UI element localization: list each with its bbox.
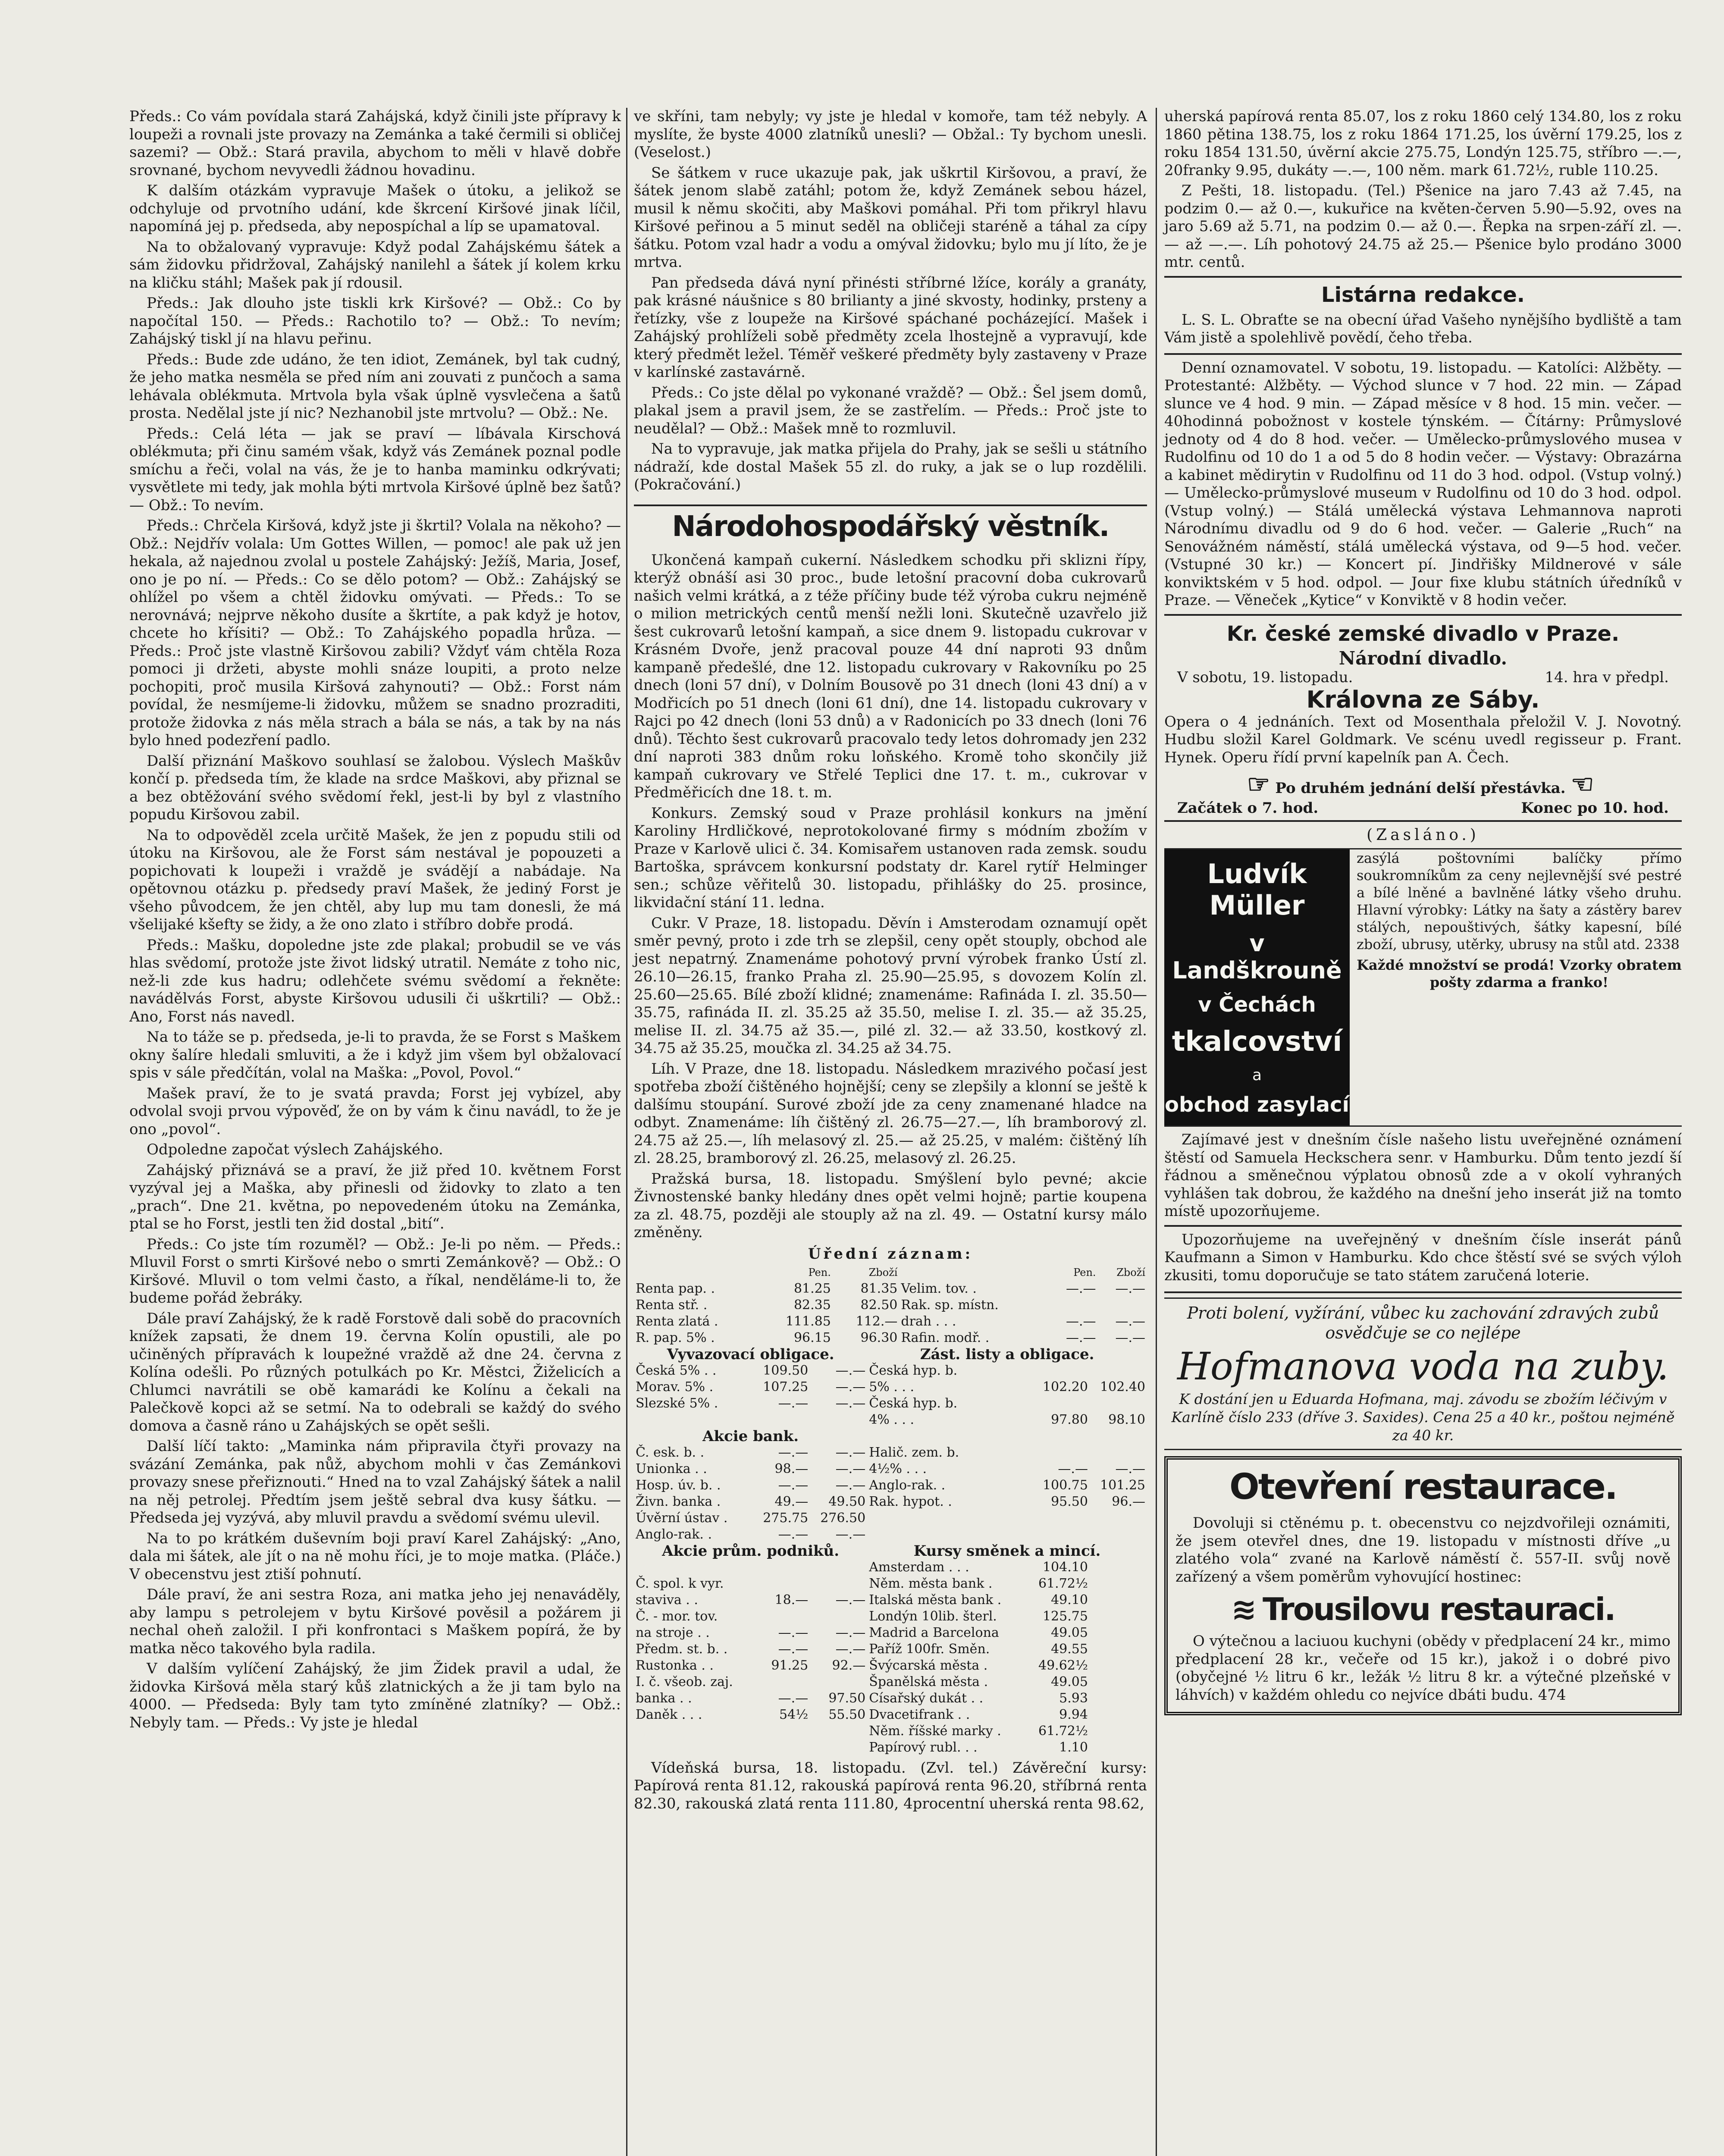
- table-title: Akcie bank.: [702, 1427, 799, 1445]
- hofman-intro: Proti bolení, vyžírání, vůbec ku zachování zdravých zubů osvědčuje se co nejlépe: [1187, 1304, 1659, 1342]
- hofman-ad: [1164, 1297, 1682, 1450]
- table-cell: 97.80: [1051, 1412, 1088, 1427]
- table-cell: [1090, 1739, 1147, 1756]
- table-cell: Švýcarská města .: [869, 1658, 988, 1673]
- table-cell: [1090, 1674, 1147, 1690]
- table-cell: Úvěrní ústav .: [636, 1510, 728, 1526]
- article-paragraph: Se šátkem v ruce ukazuje pak, jak uškrtil Kiršovou, a praví, že šátek jenom slabě zatáhl; potom že, když Zemánek sebou házel, musil k němu skočiti, aby Maškovi pomáhal. Při tom přikryl hlavu Kiršové peřinou a 5 minut seděl na obličeji staréně a táhal za cípy šátku. Potom vzal hadr a vodu a omýval židovku; bylo mu jí líto, že je mrtva.: [634, 164, 1147, 271]
- table-cell: 101.25: [1100, 1477, 1145, 1493]
- table-cell: 81.35: [860, 1281, 898, 1296]
- table-cell: 95.50: [1051, 1494, 1088, 1509]
- table-cell: —.—: [1066, 1281, 1096, 1296]
- play-note: Po druhém jednání delší přestávka.: [1275, 780, 1566, 797]
- table-cell: —.—: [1066, 1313, 1096, 1329]
- table-header: Pen.: [808, 1266, 831, 1279]
- table-cell: [1090, 1363, 1147, 1379]
- table-cell: Rustonka . .: [636, 1658, 714, 1673]
- table-cell: [810, 1739, 867, 1756]
- table-cell: 4½% . . .: [869, 1461, 927, 1476]
- table-cell: 49.05: [1051, 1674, 1088, 1689]
- play-start: Začátek o 7. hod.: [1177, 799, 1319, 817]
- article-paragraph: Konkurs. Zemský soud v Praze prohlásil konkurs na jmění Karoliny Hrdličkové, neprotokolované firmy s módním zbožím v Praze v Karlově ulici č. 34. Komisařem ustanoven rada zemsk. soudu Bartoška, správcem konkursní podstaty dr. Karel rytíř Helminger sen.; schůze věřitelů 30. listopadu, přihlášky do 25. prosince, likvidační stání 11. ledna.: [634, 804, 1147, 911]
- muller-business: obchod zasylací: [1165, 1092, 1349, 1117]
- article-paragraph: Na to vypravuje, jak matka přijela do Prahy, jak se sešli u státního nádraží, kde dostal Mašek 55 zl. do ruky, a jak se o lup rozdělili. (Pokračování.): [634, 440, 1147, 493]
- table-row: [634, 1707, 1147, 1723]
- vienna-bourse: Vídeňská bursa, 18. listopadu. (Zvl. tel.) Závěreční kursy: Papírová renta 81.12, rakouská papírová renta 96.20, stříbrná renta 82.30, rakouská zlatá renta 111.80, 4procentní uherská renta 98.62,: [634, 1759, 1147, 1812]
- table-cell: [1090, 1608, 1147, 1625]
- play-title: Královna ze Sáby.: [1306, 686, 1540, 713]
- table-cell: [810, 1576, 867, 1592]
- table-cell: Papírový rubl. . .: [869, 1739, 978, 1755]
- table-cell: na stroje . .: [636, 1625, 710, 1640]
- article-paragraph: Předs.: Jak dlouho jste tiskli krk Kiršové? — Obž.: Co by napočítal 150. — Předs.: Rachotilo to? — Obž.: To nevím; Zahájský tiskl jí na hlavu peřinu.: [129, 295, 621, 348]
- table-cell: [810, 1412, 867, 1428]
- column-middle: [634, 108, 1147, 2156]
- pest-market: Z Pešti, 18. listopadu. (Tel.) Pšenice na jaro 7.43 až 7.45, na podzim 0.— až 0.—, kukuřice na květen-červen 5.90—5.92, oves na jaro 5.69 až 5.71, na podzim 0.— až 0.—. Řepka na srpen-září zl. —.— až —.—. Líh pohotový 24.75 až 25.— Pšenice bylo prodáno 3000 mtr. centů.: [1164, 182, 1682, 271]
- table-cell: [752, 1576, 810, 1592]
- table-cell: Česká hyp. b.: [869, 1363, 958, 1378]
- column-right: [1164, 108, 1682, 2156]
- table-cell: banka . .: [636, 1690, 692, 1706]
- article-paragraph: ve skříni, tam nebyly; vy jste je hledal v komoře, tam též nebyly. A myslíte, že byste 4000 zlatníků unesli? — Obžal.: Ty bychom unesli. (Veselost.): [634, 108, 1147, 161]
- table-cell: 18.—: [774, 1592, 809, 1608]
- table-cell: Londýn 10lib. šterl.: [869, 1608, 997, 1624]
- table-row: [634, 1445, 1147, 1461]
- notice-heckscher: Zajímavé jest v dnešním čísle našeho listu uveřejněné oznámení štěstí od Samuela Heckschera senr. v Hamburku. Dům tento jezdí ší řádnou a směnečnou výplatou obnosů zde a v okolí vyhraných vyhlášen tak dobrou, že každého na dnešní jeho inserát již na tomto místě upozorňujeme.: [1164, 1131, 1682, 1220]
- table-cell: Velim. tov. .: [901, 1281, 977, 1296]
- table-cell: —.—: [1066, 1330, 1096, 1345]
- table-cell: Renta stř. .: [636, 1297, 708, 1313]
- table-row: [634, 1592, 1147, 1608]
- table-cell: —.—: [778, 1690, 809, 1706]
- table-cell: Něm. města bank .: [869, 1576, 993, 1591]
- table-cell: 96.15: [793, 1330, 831, 1345]
- trial-continuation: [634, 108, 1147, 494]
- table-cell: 96.—: [1112, 1494, 1145, 1509]
- article-paragraph: Dále praví Zahájský, že k radě Forstově dali sobě do pracovních knížek zapsati, že dnem 19. června Kolín opustili, ale po učiněných přípravách k loupežné vraždě až dne 24. června z Kolína odešli. Po různých potulkách po Kr. Městci, Žiželicích a Chlumci navrátili se obě kamarádi ke Kolínu a čekali na Palečkově kopci až se setmí. Na to odebrali se každý do svého domova a časně ráno u Zahájských se opět sešli.: [129, 1310, 621, 1435]
- stock-table-1: [634, 1264, 1147, 1346]
- table-cell: Renta pap. .: [636, 1281, 715, 1296]
- table-header: Zboží: [868, 1266, 898, 1279]
- article-paragraph: Na to obžalovaný vypravuje: Když podal Zahájskému šátek a sám židovku přidržoval, Zahájský nanilehl a šátek jí kolem krku na kličku stáhl; Mašek pak jí rdousil.: [129, 238, 621, 291]
- theatre-subtitle: Národní divadlo.: [1338, 647, 1508, 669]
- table-row: [634, 1297, 1147, 1313]
- table-cell: 61.72½: [1038, 1723, 1088, 1739]
- theatre-listing: [1164, 614, 1682, 822]
- table-row: [634, 1281, 1147, 1297]
- table-cell: 96.30: [860, 1330, 898, 1345]
- article-paragraph: Na to po krátkém duševním boji praví Karel Zahájský: „Ano, dala mi šátek, ale jít o na ně mohu říci, je to moje matka. (Pláče.) V obecenstvu jest ztiší pohnutí.: [129, 1529, 621, 1583]
- table-row: [634, 1461, 1147, 1477]
- table-cell: Něm. říšské marky .: [869, 1723, 1001, 1739]
- table-cell: [1027, 1510, 1090, 1526]
- table-cell: Slezské 5% .: [636, 1395, 718, 1411]
- article-paragraph: Cukr. V Praze, 18. listopadu. Děvín i Amsterodam oznamují opět směr pevný, proto i zde trh se zlepšil, ceny opět stouply, obchod ale jest nepatrný. Znamenáme pohotový první výrobek franko Ústí zl. 26.10—26.15, franko Praha zl. 25.90—25.95, s dovozem Kolín zl. 25.60—25.65. Bílé zboží klidné; znamenáme: Rafináda I. zl. 35.50—35.75, rafináda II. zl. 35.25 až 35.50, melise I. zl. 35.— až 35.25, melise II. zl. 34.75 až 35.—, pilé zl. 32.— až 33.50, kostkový zl. 34.75 až 35.25, moučka zl. 34.25 až 34.75.: [634, 914, 1147, 1057]
- table-row: [634, 1477, 1147, 1494]
- table-cell: 49.55: [1051, 1641, 1088, 1657]
- table-cell: Č. spol. k vyr.: [636, 1576, 724, 1591]
- table-cell: [1027, 1363, 1090, 1379]
- article-paragraph: K dalším otázkám vypravuje Mašek o útoku, a jelikož se odchyluje od prvotního udání, kde škrcení Kiršové jinak líčil, napomíná jej p. předseda, aby nepospíchal a líp se upamatoval.: [129, 182, 621, 235]
- table-cell: [634, 1723, 752, 1739]
- official-record-title: Úřední záznam:: [808, 1245, 973, 1263]
- article-paragraph: Předs.: Co jste dělal po vykonané vraždě? — Obž.: Šel jsem domů, plakal jsem a pravil jsem, že se zastřelím. — Předs.: Proč jste to neudělal? — Obž.: Mašek mně to rozmluvil.: [634, 384, 1147, 437]
- table-cell: Halič. zem. b.: [869, 1445, 959, 1460]
- table-cell: 97.50: [828, 1690, 866, 1706]
- table-row: [634, 1330, 1147, 1346]
- table-cell: [752, 1412, 810, 1428]
- muller-ad: [1164, 848, 1682, 1127]
- table-cell: 109.50: [763, 1363, 809, 1378]
- table-cell: [1090, 1641, 1147, 1658]
- table-row: [634, 1526, 1147, 1543]
- table-cell: Č. esk. b. .: [636, 1445, 705, 1460]
- table-cell: —.—: [835, 1395, 866, 1411]
- article-paragraph: Odpoledne započat výslech Zahájského.: [147, 1141, 443, 1158]
- table-row: [634, 1363, 1147, 1379]
- table-cell: [1090, 1445, 1147, 1461]
- table-cell: 92.—: [832, 1658, 866, 1673]
- table-cell: R. pap. 5% .: [636, 1330, 715, 1345]
- table-cell: [634, 1739, 752, 1756]
- table-cell: Rak. sp. místn.: [901, 1297, 999, 1313]
- article-paragraph: Předs.: Co vám povídala stará Zahájská, když činili jste přípravy k loupeži a rovnali jste provazy na Zemánka a také čermili si obličej sazemi? — Obž.: Stará pravila, abychom to měli v hlavě dobře srovnané, bychom nevyvedli žádnou hovadinu.: [129, 108, 621, 179]
- restaurant-ad-text: Dovoluji si ctěnému p. t. obecenstvu co nejzdvořileji oznámiti, že jsem otevřel dnes, dne 19. listopadu v místnosti dříve „u zlatého vola“ zvané na Karlově náměstí č. 557-II. svůj nově zařízený a všem poměrům vyhovující hostinec:: [1175, 1514, 1671, 1586]
- table-row: [634, 1674, 1147, 1690]
- table-cell: Morav. 5% .: [636, 1379, 714, 1395]
- muller-text: zasýlá poštovními balíčky přímo soukromníkům za ceny nejlevnější své pestré a bílé lněné a bavlněné látky všeho druhu. Hlavní výrobky: Látky na šaty a zástěry barev stálých, nepouštivých, šátky kapesní, bílé zboží, ubrusy, utěrky, ubrusy na stůl atd. 2338: [1357, 850, 1682, 953]
- muller-trade: tkalcovství: [1172, 1025, 1342, 1058]
- table-row: [634, 1576, 1147, 1592]
- table-cell: Amsterdam . . .: [869, 1559, 969, 1575]
- table-cell: [1090, 1395, 1147, 1412]
- article-paragraph: Další líčí takto: „Maminka nám připravila čtyři provazy na svázání Zemánka, pak nůž, abychom mohli v čas Zemánkovi provazy snese přeřiznouti.“ Hned na to vzal Zahájský šátek a nalil na něj petrolej. Předtím jsem ještě sebral dva kusy šátku. — Předseda jej vyzývá, aby mluvil pravdu a svědomí svému ulevil.: [129, 1438, 621, 1526]
- table-cell: Daněk . . .: [636, 1707, 702, 1722]
- table-cell: [752, 1559, 810, 1576]
- table-row: [634, 1625, 1147, 1641]
- table-cell: 98.10: [1108, 1412, 1145, 1427]
- table-cell: I. č. všeob. zaj.: [636, 1674, 733, 1689]
- table-header: Pen.: [1073, 1266, 1096, 1279]
- hofman-details: K dostání jen u Eduarda Hofmana, maj. závodu se zbožím léčivým v Karlíně číslo 233 (dříve 3. Saxides). Cena 25 a 40 kr., poštou nejméně za 40 kr.: [1171, 1391, 1675, 1444]
- article-paragraph: Mašek praví, že to je svatá pravda; Forst jej vybízel, aby odvolal svoji prvou výpověď, že on by vám k činu navádl, to že je ono „povol“.: [129, 1084, 621, 1138]
- table-row: [634, 1510, 1147, 1526]
- table-cell: [1090, 1510, 1147, 1526]
- table-cell: 112.—: [856, 1313, 898, 1329]
- table-cell: [1027, 1526, 1090, 1543]
- table-cell: Španělská města .: [869, 1674, 988, 1689]
- table-cell: —.—: [835, 1477, 866, 1493]
- table-cell: [1090, 1559, 1147, 1576]
- muller-name: Ludvík Müller: [1207, 858, 1307, 921]
- table-cell: [752, 1674, 810, 1690]
- theatre-title: Kr. české zemské divadlo v Praze.: [1226, 621, 1620, 646]
- table-cell: [810, 1674, 867, 1690]
- stock-table-2: [634, 1346, 1147, 1756]
- table-cell: [634, 1412, 752, 1428]
- muller-town: v Landškrouně: [1172, 930, 1342, 984]
- muller-slogan: Každé množství se prodá! Vzorky obratem pošty zdarma a franko!: [1357, 957, 1682, 990]
- restaurant-ad: [1164, 1456, 1682, 1715]
- table-cell: Předm. st. b. .: [636, 1641, 728, 1657]
- table-cell: —.—: [835, 1625, 866, 1640]
- table-row: [634, 1494, 1147, 1510]
- restaurant-name: Trousilovu restauraci.: [1263, 1591, 1615, 1627]
- article-paragraph: Předs.: Bude zde udáno, že ten idiot, Zemánek, byl tak cudný, že jeho matka nesměla se před ním ani zouvati z punčoch a sama lehávala oblékmuta. Mrtvola byla však úplně vysvlečena a šatů prosta. Nedělal jste jí nic? Nezhanobil jste mrtvolu? — Obž.: Ne.: [129, 351, 621, 422]
- table-cell: 49.50: [828, 1494, 866, 1509]
- theatre-number: 14. hra v předpl.: [1545, 668, 1669, 686]
- table-cell: Paříž 100fr. Směn.: [869, 1641, 990, 1657]
- hofman-title: Hofmanova voda na zuby.: [1177, 1344, 1669, 1388]
- table-cell: [810, 1559, 867, 1576]
- table-cell: [752, 1608, 810, 1625]
- table-cell: 1.10: [1059, 1739, 1088, 1755]
- table-cell: [810, 1608, 867, 1625]
- table-cell: [1027, 1395, 1090, 1412]
- table-cell: [1048, 1297, 1097, 1313]
- table-cell: [1090, 1592, 1147, 1608]
- table-cell: 98.—: [774, 1461, 809, 1476]
- muller-and: a: [1252, 1066, 1262, 1084]
- table-cell: —.—: [778, 1526, 809, 1542]
- table-cell: Dvacetifrank . .: [869, 1707, 970, 1722]
- table-row: [634, 1690, 1147, 1707]
- restaurant-ad-title: Otevření restaurace.: [1229, 1467, 1617, 1507]
- article-paragraph: Na to odpověděl zcela určitě Mašek, že jen z popudu stili od útoku na Kiršovou, ale že Forst sám nestával je popouzeti a popichovati k loupeži i vraždě je svádějí a nabádaje. Na opětovnou otázku p. předsedy praví Mašek, že jediný Forst je všeho původcem, že jen chtěl, aby lup mu tam donesli, že má všelijaké kšefty se židy, a že ono zlato i stříbro dobře prodá.: [129, 826, 621, 933]
- table-cell: 82.35: [793, 1297, 831, 1313]
- table-cell: —.—: [778, 1477, 809, 1493]
- table-cell: [1098, 1297, 1147, 1313]
- table-cell: 81.25: [793, 1281, 831, 1296]
- table-cell: 82.50: [860, 1297, 898, 1313]
- table-cell: [810, 1723, 867, 1739]
- column-rule: [1156, 108, 1157, 2156]
- bourse-continuation: uherská papírová renta 85.07, los z roku 1860 celý 134.80, los z roku 1860 pětina 138.75, los z roku 1864 171.25, los úvěrní 179.25, los z roku 1854 131.50, úvěrní akcie 275.75, Londýn 125.75, stříbro —.—, 20franky 9.95, dukáty —.—, 100 něm. mark 61.72½, ruble 110.25.: [1164, 108, 1682, 179]
- editorial-letters-title: Listárna redakce.: [1321, 282, 1525, 307]
- column-left: [129, 108, 621, 2156]
- table-cell: —.—: [1115, 1281, 1145, 1296]
- table-cell: —.—: [835, 1445, 866, 1460]
- table-cell: [1090, 1625, 1147, 1641]
- table-cell: Anglo-rak. .: [869, 1477, 946, 1493]
- table-cell: —.—: [778, 1625, 809, 1640]
- muller-ad-banner: [1164, 849, 1350, 1125]
- table-cell: 55.50: [828, 1707, 866, 1722]
- table-cell: Hosp. úv. b. .: [636, 1477, 721, 1493]
- table-cell: Císařský dukát . .: [869, 1690, 984, 1706]
- article-paragraph: Předs.: Chrčela Kiršová, když jste ji škrtil? Volala na někoho? — Obž.: Nejdřív volala: Um Gottes Willen, — pomoc! ale pak už jen hekala, až najednou zvolal u postele Zahájský: Ježíš, Maria, Josef, ono je po ní. — Předs.: Co se dělo potom? — Obž.: Zahájský se ohlížel po všem a chtěl židovku omývati. — Předs.: To se nerovnává; nejprve někoho dusíte a škrtíte, a pak když je hotov, chcete ho křísiti? — Obž.: To Zahájského popadla hrůza. — Předs.: Proč jste vlastně Kiršovou zabili? Vždyť vám chtěla Roza pomoci ji držeti, abyste mohli snáze loupiti, a proto nelze pochopiti, proč musila Kiršová zahynouti? — Obž.: Forst nám povídal, že nesmíjeme-li židovku, můžem se snadno prozraditi, protože židovka z nás měla strach a bála se nás, a tak by na nás bylo hned podezření padlo.: [129, 517, 621, 749]
- table-cell: Unionka . .: [636, 1461, 707, 1476]
- table-cell: 102.20: [1042, 1379, 1088, 1395]
- table-cell: Renta zlatá .: [636, 1313, 718, 1329]
- table-header: Zboží: [1116, 1266, 1145, 1279]
- table-cell: 9.94: [1059, 1707, 1088, 1722]
- play-end: Konec po 10. hod.: [1521, 799, 1669, 817]
- table-cell: Rak. hypot. .: [869, 1494, 952, 1509]
- table-cell: 5.93: [1059, 1690, 1088, 1706]
- article-paragraph: Pan předseda dává nyní přinésti stříbrné lžíce, korály a granáty, pak krásné náušnice s 80 brilianty a jiné skvosty, hodinky, prsteny a řetízky, vše z loupeže na Kiršové spáchané pocházející. Mašek i Zahájský prohlíželi sobě předměty zcela lhostejně a vypravují, kde který předmět ležel. Téměř veškeré předměty byly zastaveny v Praze v karlínské zastavárně.: [634, 274, 1147, 381]
- table-cell: —.—: [835, 1641, 866, 1657]
- table-cell: Madrid a Barcelona: [869, 1625, 999, 1640]
- column-rule: [626, 108, 627, 2156]
- table-cell: [867, 1510, 1027, 1526]
- table-cell: [1090, 1658, 1147, 1674]
- table-cell: 111.85: [785, 1313, 831, 1329]
- table-cell: 49.—: [774, 1494, 809, 1509]
- muller-region: v Čechách: [1198, 993, 1316, 1017]
- table-cell: —.—: [1115, 1461, 1145, 1476]
- pointing-hand-icon: ☜: [1570, 769, 1594, 799]
- table-cell: 100.75: [1042, 1477, 1088, 1493]
- table-cell: [1090, 1723, 1147, 1739]
- table-title: Zást. listy a obligace.: [920, 1345, 1094, 1363]
- table-cell: —.—: [1115, 1330, 1145, 1345]
- table-cell: Anglo-rak. .: [636, 1526, 712, 1542]
- table-cell: Živn. banka .: [636, 1494, 721, 1509]
- table-cell: 4% . . .: [869, 1412, 915, 1427]
- table-title: Akcie prům. podniků.: [662, 1542, 840, 1560]
- table-cell: 276.50: [820, 1510, 866, 1526]
- article-paragraph: Další přiznání Maškovo souhlasí se žalobou. Výslech Maškův končí p. předseda tím, že klade na srdce Maškovi, aby přiznal se a bez obtěžování svého svědomí řekl, jest-li by byl z vlastního popudu Kiršovou zabil.: [129, 752, 621, 823]
- table-cell: 125.75: [1042, 1608, 1088, 1624]
- table-cell: —.—: [778, 1395, 809, 1411]
- notice-lottery: Upozorňujeme na uveřejněný v dnešním čísle inserát pánů Kaufmann a Simon v Hamburku. Kdo chce štěstí své se svých výloh zkusiti, tomu doporučuje se tato státem zaručená loterie.: [1164, 1231, 1682, 1284]
- table-cell: 49.62½: [1038, 1658, 1088, 1673]
- table-cell: [1090, 1576, 1147, 1592]
- table-cell: —.—: [1115, 1313, 1145, 1329]
- table-cell: staviva . .: [636, 1592, 698, 1608]
- table-row: [634, 1658, 1147, 1674]
- table-row: [634, 1608, 1147, 1625]
- pointing-hand-icon: ☞: [1247, 769, 1270, 799]
- table-row: [634, 1313, 1147, 1330]
- editorial-letter: L. S. L. Obraťte se na obecní úřad Vašeho nynějšího bydliště a tam Vám jistě a spolehlivě povědí, čeho třeba.: [1164, 311, 1682, 346]
- article-paragraph: Ukončená kampaň cukerní. Následkem schodku při sklizni řípy, kterýž obnáší asi 30 proc., bude letošní pracovní doba cukrovarů našich velmi krátká, a z téže příčiny bude též výroba cukru nejméně o milion metrických centů menší nežli loni. Skutečně uzavřelo již šest cukrovarů letošní kampaň, a sice dnem 9. listopadu cukrovar v Krásném Dvoře, jenž pracoval pouze 44 dní naproti 93 dnům kampaně předešlé, dne 12. listopadu cukrovary v Rakovníku po 25 dnech (loni 57 dní), v Dolním Bousově po 31 dnech (loni 43 dní) a v Modřicích po 51 dnech (loni 61 dní), dne 14. listopadu cukrovary v Rajci po 42 dnech (loni 53 dnů) a v Radonicích po 33 dnech (loni 76 dnů). Těchto šest cukrovarů pracovalo tedy letos dohromady jen 232 dní naproti 383 dnům roku loňského. Kromě toho skončily již kampaň cukrovary ve Střelé Teplici dne 17. t. m., cukrovar v Předměřicích dne 18. t. m.: [634, 551, 1147, 801]
- table-cell: 107.25: [763, 1379, 809, 1395]
- table-cell: 91.25: [771, 1658, 809, 1673]
- table-cell: —.—: [778, 1641, 809, 1657]
- table-cell: [1090, 1526, 1147, 1543]
- table-cell: —.—: [835, 1461, 866, 1476]
- table-cell: [752, 1739, 810, 1756]
- table-row: [634, 1395, 1147, 1412]
- article-paragraph: Dále praví, že ani sestra Roza, ani matka jeho jej nenaváděly, aby lampu s petrolejem v bytu Kiršové pověsil a požárem ji nechal oheň založil. I při konfrontaci s Maškem popírá, že by matka něco takového byla radila.: [129, 1586, 621, 1657]
- restaurant-ad-text-2: O výtečnou a laciuou kuchyni (obědy v předplacení 24 kr., mimo předplacení 28 kr., večeře od 15 kr.), jakož i o dobré pivo (obyčejné ½ litru 6 kr., ležák ½ litru 8 kr. a výtečné plzeňské v láhvích) v každém ohledu co nejvíce dbáti budu. 474: [1175, 1633, 1671, 1704]
- table-cell: Rafin. modř. .: [901, 1330, 990, 1345]
- article-paragraph: Předs.: Celá léta — jak se praví — líbávala Kirschová oblékmuta; při činu samém však, když vás Zemánek poznal podle smíchu a řeči, volal na vás, že je to hanba maminku odkrývati; vysvětlete mi tedy, jak mohla býti mrtvola Kiršové úplně bez šatů? — Obž.: To nevím.: [129, 425, 621, 514]
- decorative-arrow-icon: ≋: [1231, 1592, 1257, 1627]
- table-cell: 49.05: [1051, 1625, 1088, 1640]
- table-cell: —.—: [835, 1526, 866, 1542]
- table-row: [634, 1739, 1147, 1756]
- article-paragraph: Líh. V Praze, dne 18. listopadu. Následkem mrazivého počasí jest spotřeba zboží čištěného hojnější; ceny se zlepšily a klonní se ještě k dalšímu stoupání. Surové zboží jde za ceny znamenané hladce na odbyt. Znamenáme: líh čištěný zl. 26.75—27.—, líh bramborový zl. 24.75 až 25.—, líh melasový zl. 25.— až 25.25, v malém: čištěný líh zl. 28.25, bramborový zl. 26.25, melasový zl. 26.25.: [634, 1060, 1147, 1167]
- table-title: Kursy směnek a mincí.: [913, 1542, 1101, 1560]
- table-cell: —.—: [778, 1445, 809, 1460]
- table-cell: [867, 1526, 1027, 1543]
- table-cell: 5% . . .: [869, 1379, 915, 1395]
- table-cell: [1027, 1445, 1090, 1461]
- article-paragraph: Pražská bursa, 18. listopadu. Smýšlení bylo pevné; akcie Živnostenské banky hledány dnes opět velmi hojně; partie koupena za zl. 48.75, později ale stouply až na zl. 49. — Ostatní kursy málo změněny.: [634, 1170, 1147, 1241]
- table-title: Vyvazovací obligace.: [667, 1345, 834, 1363]
- table-cell: Italská města bank .: [869, 1592, 1002, 1608]
- editorial-letters: [1164, 276, 1682, 355]
- table-row: [634, 1412, 1147, 1428]
- notice-lottery-box: [1164, 1225, 1682, 1294]
- table-row: [634, 1641, 1147, 1658]
- zaslano-label: (Zasláno.): [1367, 826, 1480, 844]
- table-cell: Č. - mor. tov.: [636, 1608, 718, 1624]
- table-row: [634, 1379, 1147, 1395]
- table-row: [634, 1559, 1147, 1576]
- table-cell: drah . . .: [901, 1313, 956, 1329]
- table-cell: 54½: [779, 1707, 809, 1722]
- table-cell: Česká 5% . .: [636, 1363, 717, 1378]
- economic-news: [634, 552, 1147, 1242]
- table-cell: Česká hyp. b.: [869, 1395, 958, 1411]
- table-cell: 102.40: [1100, 1379, 1145, 1395]
- table-cell: 49.10: [1051, 1592, 1088, 1608]
- theatre-date: V sobotu, 19. listopadu.: [1177, 668, 1353, 686]
- table-cell: 275.75: [763, 1510, 809, 1526]
- table-cell: 104.10: [1042, 1559, 1088, 1575]
- table-cell: —.—: [835, 1379, 866, 1395]
- table-cell: 61.72½: [1038, 1576, 1088, 1591]
- table-row: [634, 1723, 1147, 1739]
- article-paragraph: V dalším vylíčení Zahájský, že jim Židek pravil a udal, že židovka Kiršová měla starý kůš zlatnických a že ji tam bylo na 4000. — Předseda: Byly tam tyto zmíněné zlatníky? — Obž.: Nebyly tam. — Předs.: Vy jste je hledal: [129, 1660, 621, 1731]
- daily-notices: Denní oznamovatel. V sobotu, 19. listopadu. — Katolíci: Alžběty. — Protestanté: Alžběty. — Východ slunce v 7 hod. 22 min. — Západ slunce ve 4 hod. 9 min. — Západ měsíce v 8 hod. 15 min. večer. — 40hodinná pobožnost v kostele týnském. — Čítárny: Průmyslové jednoty od 4 do 8 hod. večer. — Umělecko-průmyslového musea v Rudolfinu od 10 do 1 a od 5 do 8 hodin večer. — Výstavy: Obrazárna a kabinet mědirytin v Rudolfinu od 11 do 3 hod. odpol. (Vstup volný.) — Umělecko-průmyslové museum v Rudolfinu od 10 do 3 hod. odpol. (Vstup volný.) — Stálá umělecká výstava Lehmannova naproti Národnímu divadlu od 9 do 6 hod. večer. — Galerie „Ruch“ na Senovážném náměstí, stálá umělecká výstava, od 9—5 hod. večer. (Vstupné 30 kr.) — Koncert pí. Jindřišky Mildnerové v sále konviktském v 5 hod. odpol. — Jour fixe klubu státních úředníků v Praze. — Věneček „Kytice“ v Konviktě v 8 hodin večer.: [1164, 359, 1682, 609]
- section-title-vestnik: Národohospodářský věstník.: [634, 505, 1147, 543]
- table-cell: [1090, 1707, 1147, 1723]
- table-cell: —.—: [835, 1592, 866, 1608]
- table-cell: [1090, 1690, 1147, 1707]
- article-paragraph: Zahájský přiznává se a praví, že již před 10. květnem Forst vyzýval jej a Maška, aby přinesli od židovky to zlato a ten „prach“. Dne 21. května, po nepovedeném útoku na Zemánka, ptal se ho Forst, jestli ten žid dostal „bití“.: [129, 1161, 621, 1232]
- table-cell: [752, 1723, 810, 1739]
- play-description: Opera o 4 jednáních. Text od Mosenthala přeložil V. J. Novotný. Hudbu složil Karel Goldmark. Ve scénu uvedl regisseur p. Frant. Hynek. Operu řídí první kapelník pan A. Čech.: [1164, 713, 1682, 766]
- table-cell: —.—: [1058, 1461, 1088, 1476]
- article-paragraph: Předs.: Mašku, dopoledne jste zde plakal; probudil se ve vás hlas svědomí, protože jste život lidský utratil. Nemáte z toho nic, než-li zde kus hadru; odlehčete svému svědomí a řekněte: navádělvás Forst, abyste Kiršovou udusili či uškrtili? — Obž.: Ano, Forst nás navedl.: [129, 936, 621, 1025]
- table-cell: —.—: [835, 1363, 866, 1378]
- table-cell: [634, 1559, 752, 1576]
- article-paragraph: Předs.: Co jste tím rozuměl? — Obž.: Je-li po něm. — Předs.: Mluvil Forst o smrti Kiršové nebo o smrti Zemánkově? — Obž.: O Kiršové. Mluvil o tom velmi často, a říkal, nenděláme-li to, že budeme pořád žebráky.: [129, 1235, 621, 1307]
- article-paragraph: Na to táže se p. předseda, je-li to pravda, že se Forst s Maškem okny šalíre hledali smluviti, a že i když jim všem byl obžalovací spis v sále předčítán, volal na Maška: „Povol, Povol.“: [129, 1028, 621, 1081]
